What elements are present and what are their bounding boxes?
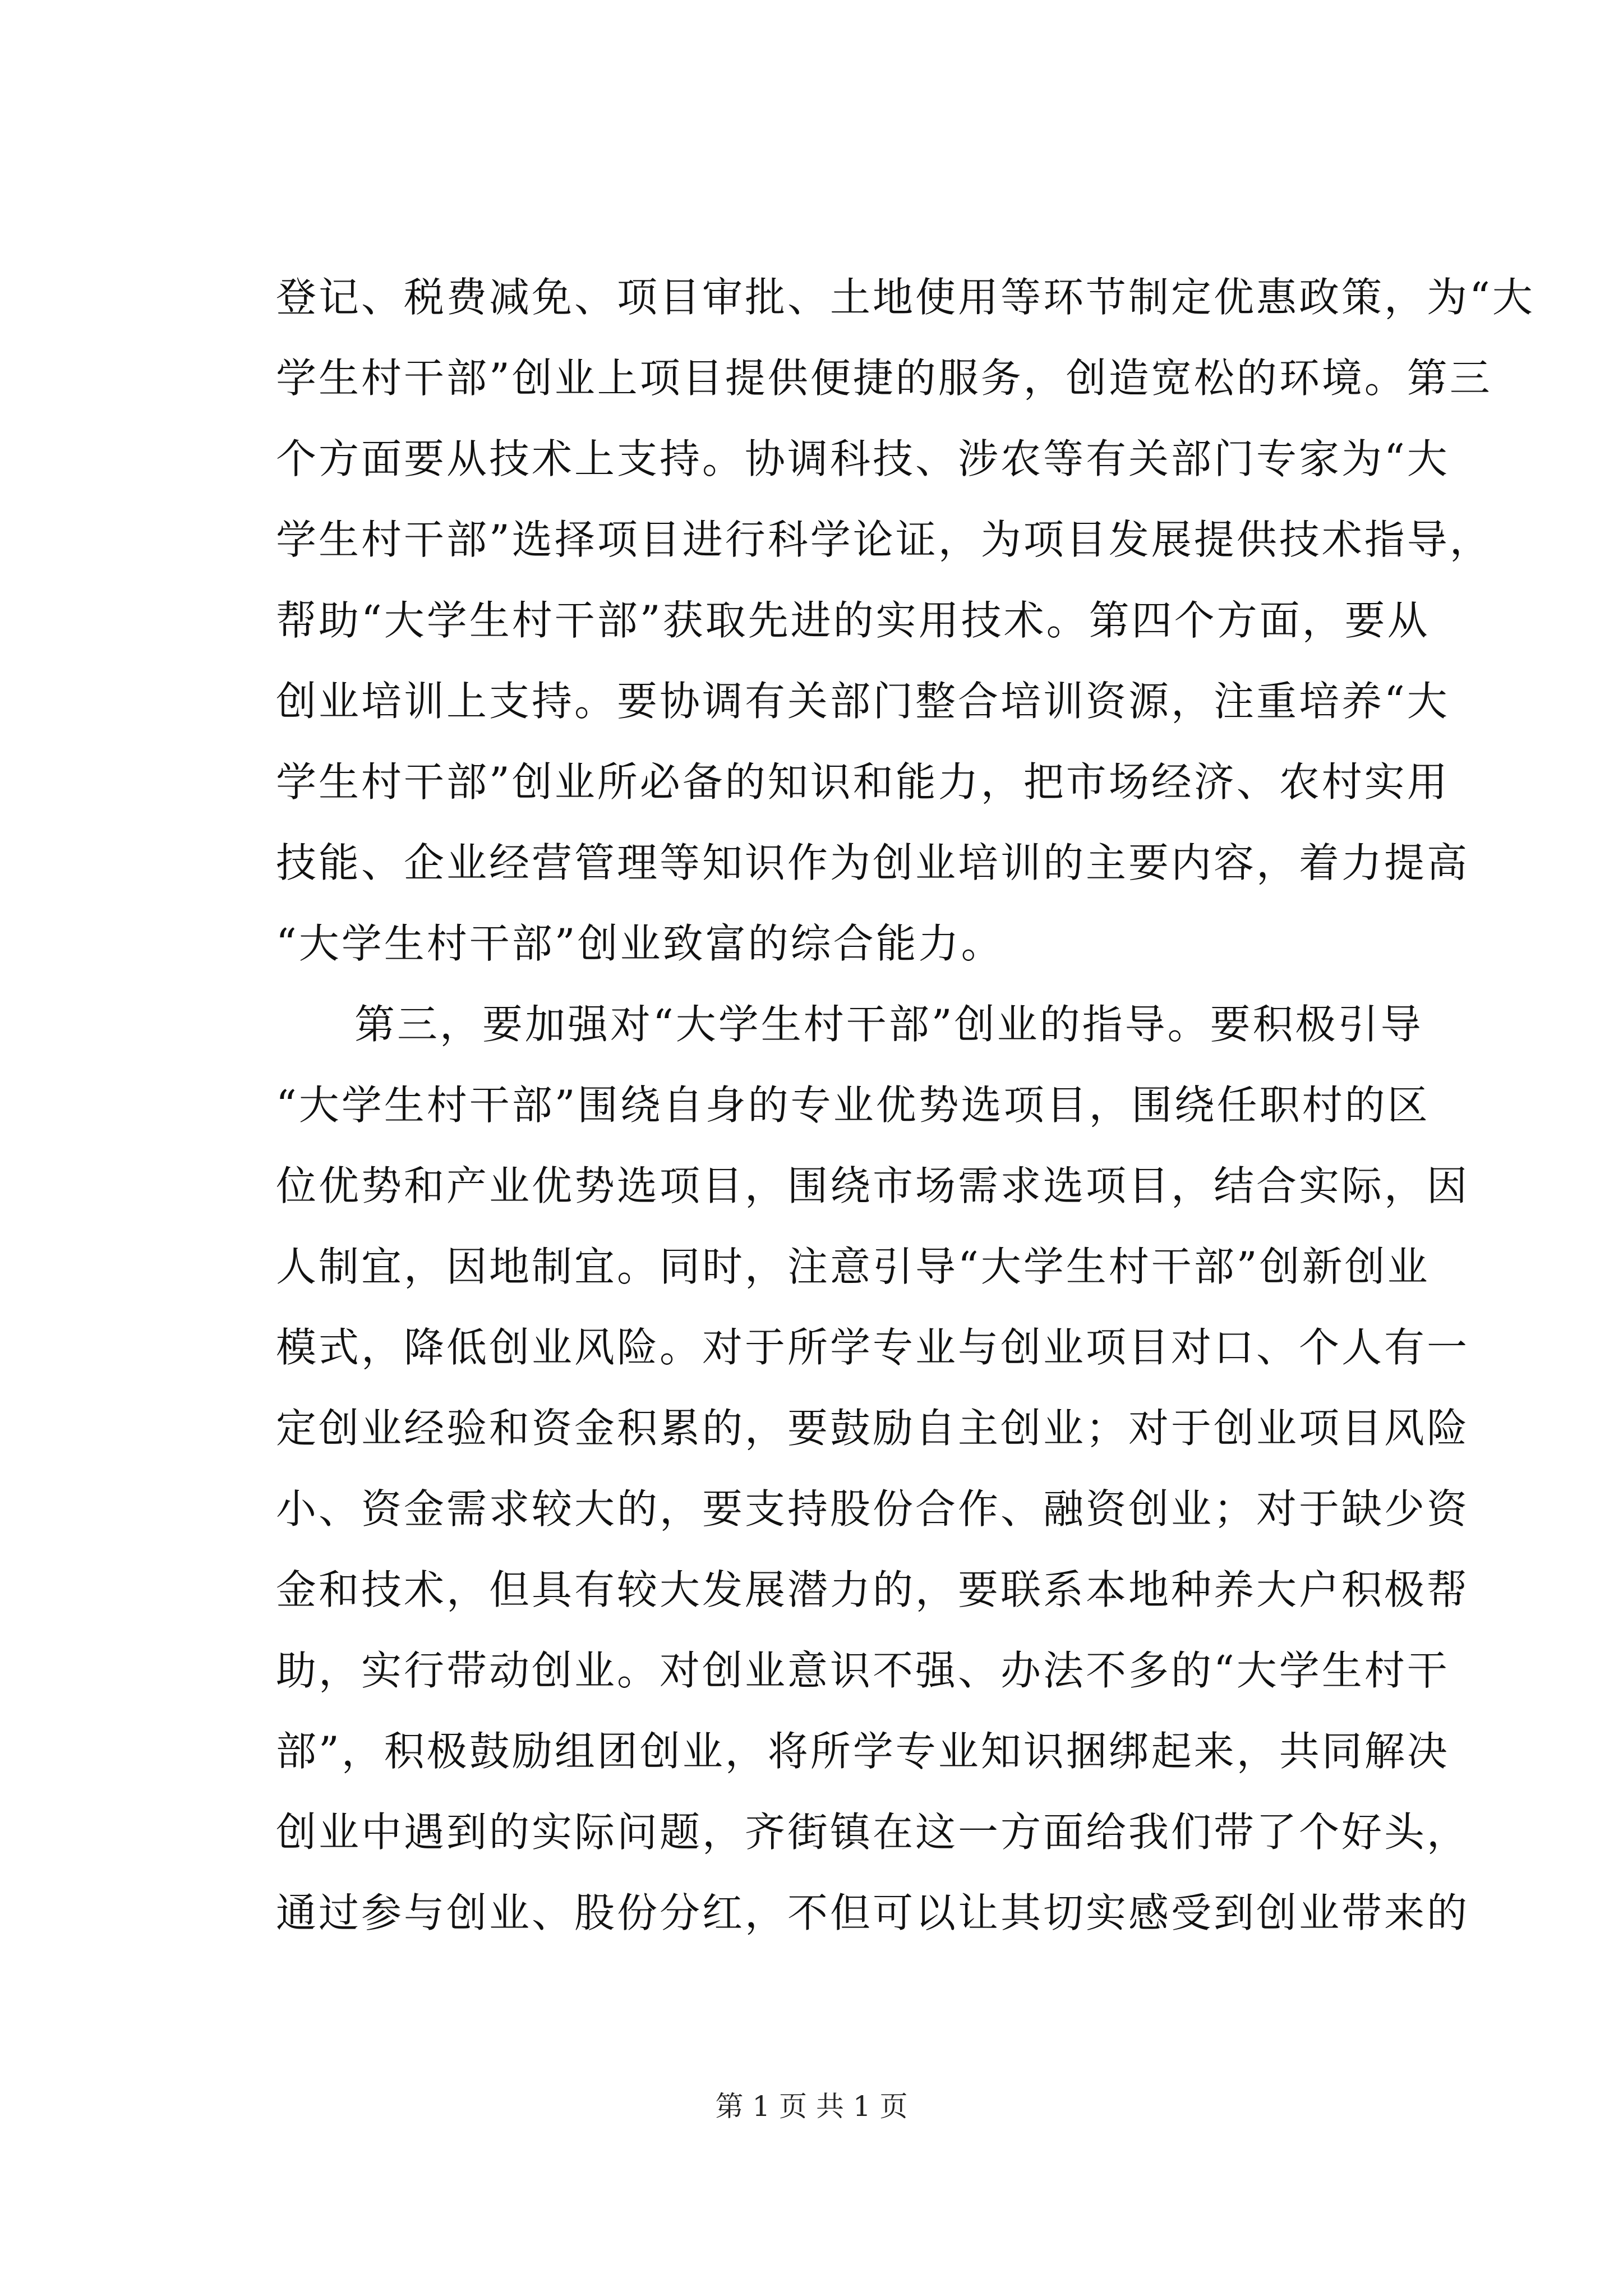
text-line: 帮助“大学生村干部”获取先进的实用技术。第四个方面，要从: [276, 597, 1430, 644]
body-text: [276, 257, 1535, 1953]
text-line: 学生村干部”创业上项目提供便捷的服务，创造宽松的环境。第三: [276, 355, 1492, 402]
text-line: 创业中遇到的实际问题，齐街镇在这一方面给我们带了个好头，: [276, 1809, 1470, 1856]
text-line: “大学生村干部”围绕自身的专业优势选项目，围绕任职村的区: [276, 1082, 1430, 1129]
text-line: 技能、企业经营管理等知识作为创业培训的主要内容，着力提高: [276, 839, 1470, 886]
paragraph-start-line: 第三，要加强对“大学生村干部”创业的指导。要积极引导: [354, 1001, 1423, 1048]
text-line: 定创业经验和资金积累的，要鼓励自主创业；对于创业项目风险: [276, 1405, 1470, 1452]
text-line: 个方面要从技术上支持。协调科技、涉农等有关部门专家为“大: [276, 435, 1450, 482]
page-footer: 第 1 页 共 1 页: [715, 2090, 908, 2123]
text-line: 金和技术，但具有较大发展潜力的，要联系本地种养大户积极帮: [276, 1566, 1470, 1613]
text-line: “大学生村干部”创业致富的综合能力。: [276, 920, 1004, 967]
text-line: 创业培训上支持。要协调有关部门整合培训资源，注重培养“大: [276, 678, 1450, 725]
text-line: 学生村干部”选择项目进行科学论证，为项目发展提供技术指导，: [276, 516, 1492, 563]
text-line: 模式，降低创业风险。对于所学专业与创业项目对口、个人有一: [276, 1324, 1470, 1371]
text-line: 位优势和产业优势选项目，围绕市场需求选项目，结合实际，因: [276, 1162, 1470, 1209]
text-line: 人制宜，因地制宜。同时，注意引导“大学生村干部”创新创业: [276, 1243, 1430, 1290]
text-line: 小、资金需求较大的，要支持股份合作、融资创业；对于缺少资: [276, 1485, 1470, 1533]
text-line: 助，实行带动创业。对创业意识不强、办法不多的“大学生村干: [276, 1647, 1450, 1694]
text-line: 部”，积极鼓励组团创业，将所学专业知识捆绑起来，共同解决: [276, 1728, 1450, 1775]
text-line: 登记、税费减免、项目审批、土地使用等环节制定优惠政策，为“大: [276, 274, 1535, 321]
text-line: 学生村干部”创业所必备的知识和能力，把市场经济、农村实用: [276, 758, 1450, 806]
text-line: 通过参与创业、股份分红，不但可以让其切实感受到创业带来的: [276, 1889, 1470, 1936]
